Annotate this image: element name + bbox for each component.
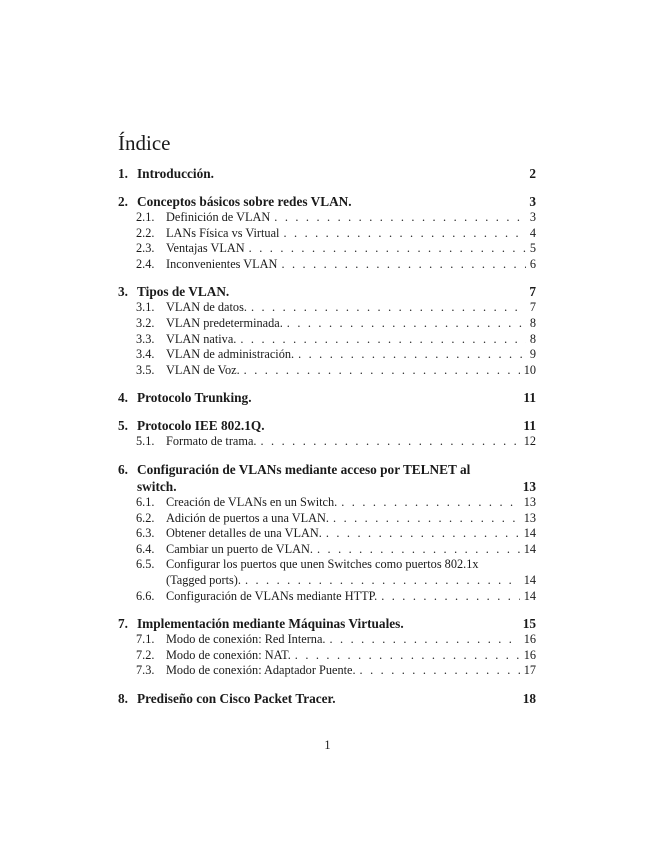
section-page: 18	[522, 690, 536, 706]
section-title: Protocolo Trunking.	[137, 390, 252, 406]
section-page: 13	[522, 478, 536, 494]
section-number: 7.	[118, 616, 128, 632]
toc-subsection[interactable]	[118, 226, 536, 242]
section-title: Implementación mediante Máquinas Virtuales.	[137, 616, 404, 632]
subsection-title: Formato de trama.	[166, 434, 257, 449]
toc-subsection[interactable]	[118, 663, 536, 679]
subsection-title: VLAN de datos.	[166, 300, 247, 315]
subsection-number: 3.3.	[136, 331, 155, 346]
subsection-page: 16	[523, 632, 536, 647]
section-number: 4.	[118, 390, 128, 406]
subsection-page: 10	[523, 362, 536, 377]
subsection-number: 2.1.	[136, 210, 155, 224]
section-number: 3.	[118, 284, 128, 300]
toc-subsection[interactable]	[118, 526, 536, 542]
subsection-number: 6.6.	[136, 588, 155, 603]
section-number: 5.	[118, 418, 128, 434]
section-title: Conceptos básicos sobre redes VLAN.	[137, 194, 352, 209]
subsection-number: 6.3.	[136, 526, 155, 541]
subsection-title: Cambiar un puerto de VLAN.	[166, 541, 313, 556]
dot-leader	[287, 316, 526, 332]
dot-leader	[295, 648, 520, 664]
section-page: 7	[529, 284, 536, 300]
dot-leader	[240, 332, 525, 348]
subsection-number: 2.2.	[136, 225, 155, 240]
section-page: 3	[529, 194, 536, 209]
dot-leader	[245, 573, 520, 589]
subsection-title: Definición de VLAN	[166, 210, 271, 224]
subsection-title: Ventajas VLAN	[166, 241, 245, 256]
subsection-page: 4	[529, 225, 536, 240]
toc-section[interactable]	[118, 690, 536, 707]
dot-leader	[249, 241, 526, 257]
subsection-number: 5.1.	[136, 434, 155, 449]
toc-subsection[interactable]	[118, 316, 536, 332]
toc-subsection[interactable]	[118, 210, 536, 226]
subsection-page: 13	[523, 510, 536, 525]
table-of-contents	[118, 165, 536, 707]
dot-leader	[274, 210, 526, 226]
subsection-page: 8	[529, 315, 536, 330]
subsection-page: 14	[523, 588, 536, 603]
page-number: 1	[324, 738, 331, 752]
subsection-number: 6.4.	[136, 541, 155, 556]
subsection-number: 6.5.	[136, 557, 155, 572]
subsection-title-line1: Configurar los puertos que unen Switches como puertos 802.1x	[166, 557, 479, 572]
toc-section[interactable]	[118, 461, 536, 495]
subsection-page: 6	[529, 256, 536, 271]
subsection-page: 12	[523, 434, 536, 449]
dot-leader	[326, 526, 520, 542]
toc-subsection[interactable]	[118, 347, 536, 363]
section-number: 6.	[118, 461, 128, 477]
subsection-number: 7.1.	[136, 632, 155, 647]
toc-section[interactable]	[118, 417, 536, 434]
subsection-page: 14	[523, 572, 536, 587]
subsection-title-line2: (Tagged ports).	[166, 572, 241, 587]
section-title: Introducción.	[137, 166, 214, 181]
section-title: Protocolo IEE 802.1Q.	[137, 418, 265, 434]
dot-leader	[244, 363, 520, 379]
subsection-title: Modo de conexión: Red Interna.	[166, 632, 326, 647]
section-page: 11	[523, 418, 536, 434]
section-title: Prediseño con Cisco Packet Tracer.	[137, 690, 336, 706]
dot-leader	[341, 495, 519, 511]
subsection-title: VLAN de Voz.	[166, 362, 240, 377]
toc-section[interactable]	[118, 615, 536, 632]
subsection-number: 3.1.	[136, 300, 155, 315]
section-page: 15	[522, 616, 536, 632]
subsection-title: Modo de conexión: Adaptador Puente.	[166, 663, 356, 678]
toc-subsection[interactable]	[118, 542, 536, 558]
subsection-number: 2.3.	[136, 241, 155, 256]
subsection-page: 3	[529, 210, 536, 224]
dot-leader	[329, 632, 519, 648]
subsection-title: VLAN de administración.	[166, 347, 295, 362]
subsection-page: 8	[529, 331, 536, 346]
toc-subsection[interactable]	[118, 332, 536, 348]
dot-leader	[381, 589, 520, 605]
section-title-line2: switch.	[137, 478, 177, 494]
toc-subsection[interactable]	[118, 589, 536, 605]
section-page: 11	[523, 390, 536, 406]
dot-leader	[317, 542, 520, 558]
subsection-number: 2.4.	[136, 256, 155, 271]
toc-subsection[interactable]	[118, 241, 536, 257]
subsection-page: 7	[529, 300, 536, 315]
dot-leader	[261, 434, 520, 450]
subsection-number: 6.1.	[136, 494, 155, 509]
section-title-line1: Configuración de VLANs mediante acceso por TELNET al	[137, 461, 471, 477]
section-page: 2	[529, 166, 536, 181]
subsection-title: LANs Física vs Virtual	[166, 225, 280, 240]
subsection-title: Obtener detalles de una VLAN.	[166, 526, 322, 541]
toc-subsection[interactable]	[118, 434, 536, 450]
subsection-number: 7.2.	[136, 647, 155, 662]
subsection-number: 3.2.	[136, 315, 155, 330]
subsection-number: 6.2.	[136, 510, 155, 525]
toc-subsection[interactable]	[118, 511, 536, 527]
subsection-number: 3.4.	[136, 347, 155, 362]
toc-section[interactable]	[118, 389, 536, 406]
dot-leader	[333, 511, 520, 527]
toc-section[interactable]	[118, 283, 536, 300]
toc-subsection[interactable]	[118, 648, 536, 664]
subsection-number: 7.3.	[136, 663, 155, 678]
subsection-title: VLAN nativa.	[166, 331, 237, 346]
toc-subsection[interactable]	[118, 557, 536, 588]
subsection-title: Modo de conexión: NAT.	[166, 647, 291, 662]
toc-subsection[interactable]	[118, 495, 536, 511]
section-number: 2.	[118, 194, 128, 209]
section-title: Tipos de VLAN.	[137, 284, 230, 300]
dot-leader	[283, 226, 525, 242]
toc-subsection[interactable]	[118, 363, 536, 379]
section-number: 8.	[118, 690, 128, 706]
section-number: 1.	[118, 166, 128, 181]
subsection-page: 5	[529, 241, 536, 256]
toc-subsection[interactable]	[118, 257, 536, 273]
dot-leader	[298, 347, 526, 363]
subsection-page: 9	[529, 347, 536, 362]
toc-section[interactable]	[118, 165, 536, 182]
subsection-title: Adición de puertos a una VLAN.	[166, 510, 330, 525]
subsection-page: 14	[523, 541, 536, 556]
dot-leader	[281, 257, 525, 273]
subsection-title: Creación de VLANs en un Switch.	[166, 494, 338, 509]
subsection-title: VLAN predeterminada.	[166, 315, 283, 330]
subsection-page: 13	[523, 494, 536, 509]
toc-heading: Índice	[118, 131, 171, 155]
subsection-number: 3.5.	[136, 362, 155, 377]
subsection-page: 16	[523, 647, 536, 662]
dot-leader	[251, 300, 526, 316]
toc-subsection[interactable]	[118, 632, 536, 648]
toc-subsection[interactable]	[118, 300, 536, 316]
subsection-title: Inconvenientes VLAN	[166, 256, 278, 271]
subsection-page: 14	[523, 526, 536, 541]
dot-leader	[360, 663, 520, 679]
subsection-title: Configuración de VLANs mediante HTTP.	[166, 588, 378, 603]
subsection-page: 17	[523, 663, 536, 678]
toc-section[interactable]	[118, 193, 536, 210]
